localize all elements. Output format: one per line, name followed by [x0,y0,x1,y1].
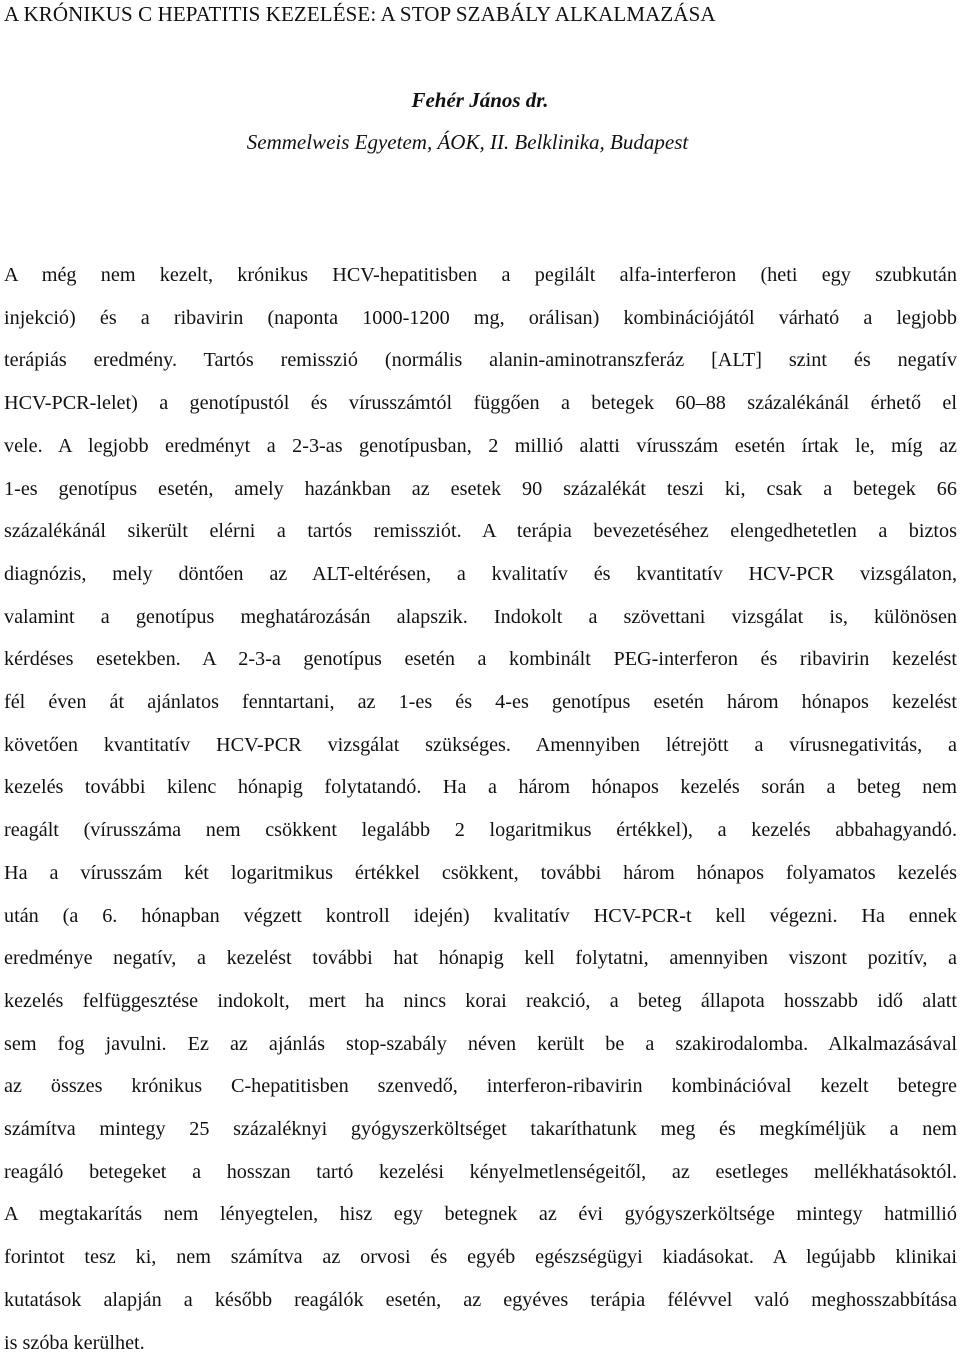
body-line: számítva mintegy 25 százaléknyi gyógyszerköltséget takaríthatunk meg és megkíméljük a nem [4,1118,957,1141]
body-line: 1-es genotípus esetén, amely hazánkban az esetek 90 százalékát teszi ki, csak a betegek 66 [4,477,957,500]
body-line: sem fog javulni. Ez az ajánlás stop-szabály néven került be a szakirodalomba. Alkalmazásával [4,1032,957,1055]
body-line: reagált (vírusszáma nem csökkent legalább 2 logaritmikus értékkel), a kezelés abbahagyandó. [4,819,957,842]
document-title: A KRÓNIKUS C HEPATITIS KEZELÉSE: A STOP SZABÁLY ALKALMAZÁSA [4,2,716,26]
body-line: terápiás eredmény. Tartós remisszió (normális alanin-aminotranszferáz [ALT] szint és negatív [4,349,957,372]
body-paragraph [4,254,957,1364]
body-line: eredménye negatív, a kezelést további hat hónapig kell folytatni, amennyiben viszont pozitív, a [4,947,957,970]
body-line: reagáló betegeket a hosszan tartó kezelési kényelmetlenségeitől, az esetleges mellékhatásoktól. [4,1160,957,1183]
body-line: vele. A legjobb eredményt a 2-3-as genotípusban, 2 millió alatti vírusszám esetén írtak le, míg az [4,434,957,457]
body-line: kutatások alapján a később reagálók esetén, az egyéves terápia félévvel való meghosszabbítása [4,1288,957,1311]
body-line: A még nem kezelt, krónikus HCV-hepatitisben a pegilált alfa-interferon (heti egy szubkután [4,264,957,286]
body-line: kérdéses esetekben. A 2-3-a genotípus esetén a kombinált PEG-interferon és ribavirin kezelést [4,648,957,671]
body-line: fél éven át ajánlatos fenntartani, az 1-es és 4-es genotípus esetén három hónapos kezelést [4,691,957,714]
body-line: injekció) és a ribavirin (naponta 1000-1200 mg, orálisan) kombinációjától várható a legjobb [4,306,957,329]
body-line: százalékánál sikerült elérni a tartós remissziót. A terápia bevezetéséhez elengedhetetlen a biztos [4,520,957,543]
body-line: kezelés felfüggesztése indokolt, mert ha nincs korai reakció, a beteg állapota hosszabb idő alatt [4,989,957,1012]
body-line: valamint a genotípus meghatározásán alapszik. Indokolt a szövettani vizsgálat is, különösen [4,605,957,628]
body-line: után (a 6. hónapban végzett kontroll idején) kvalitatív HCV-PCR-t kell végezni. Ha ennek [4,904,957,927]
body-line: az összes krónikus C-hepatitisben szenvedő, interferon-ribavirin kombinációval kezelt betegre [4,1075,957,1098]
body-line: forintot tesz ki, nem számítva az orvosi és egyéb egészségügyi kiadásokat. A legújabb klinikai [4,1246,957,1269]
body-line: követően kvantitatív HCV-PCR vizsgálat szükséges. Amennyiben létrejött a vírusnegativitás, a [4,733,957,756]
body-line: HCV-PCR-lelet) a genotípustól és vírusszámtól függően a betegek 60–88 százalékánál érhető el [4,392,957,415]
body-line: is szóba kerülhet. [4,1331,145,1354]
body-line: diagnózis, mely döntően az ALT-eltérésen, a kvalitatív és kvantitatív HCV-PCR vizsgálaton, [4,562,957,585]
author-name: Fehér János dr. [411,88,549,112]
body-line: Ha a vírusszám két logaritmikus értékkel csökkent, további három hónapos folyamatos kezelés [4,861,957,884]
author-affiliation: Semmelweis Egyetem, ÁOK, II. Belklinika, Budapest [246,130,689,154]
body-line: kezelés további kilenc hónapig folytatandó. Ha a három hónapos kezelés során a beteg nem [4,776,957,799]
body-line: A megtakarítás nem lényegtelen, hisz egy betegnek az évi gyógyszerköltsége mintegy hatmillió [4,1203,957,1226]
